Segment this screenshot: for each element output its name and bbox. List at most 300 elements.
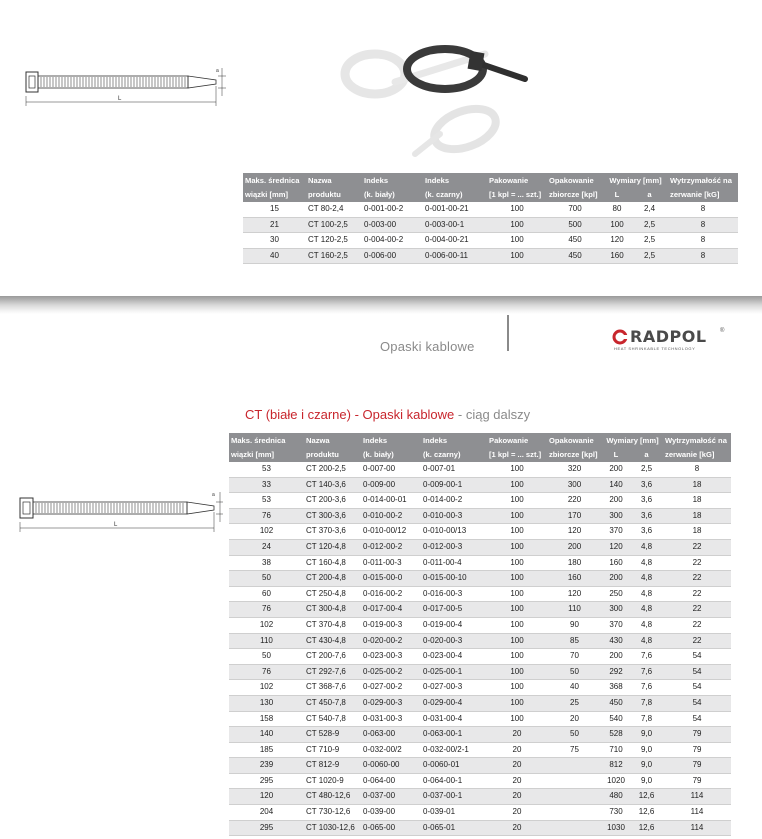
header-dim-a: a (630, 448, 663, 462)
header-index-black-2: (k. czarny) (421, 448, 487, 462)
table-row (229, 805, 731, 821)
table-cell: 320 (547, 462, 602, 477)
table-cell: 76 (229, 602, 304, 618)
table-cell: 185 (229, 742, 304, 758)
table-cell: 2,5 (631, 248, 668, 264)
table-cell: 53 (229, 493, 304, 509)
table-cell: 22 (663, 602, 731, 618)
table-cell: 21 (243, 217, 306, 233)
table-cell: CT 200-3,6 (304, 493, 361, 509)
table-cell: CT 120-4,8 (304, 539, 361, 555)
table-cell: 1030 (602, 820, 630, 836)
table-row (229, 571, 731, 587)
table-cell: CT 730-12,6 (304, 805, 361, 821)
table-cell: 79 (663, 758, 731, 774)
table-cell: 368 (602, 680, 630, 696)
table-cell: 0-003-00-1 (423, 217, 487, 233)
table-cell: CT 450-7,8 (304, 695, 361, 711)
table-cell (547, 805, 602, 821)
table-cell: CT 812-9 (304, 758, 361, 774)
table-cell: 20 (487, 727, 547, 743)
table-row (229, 493, 731, 509)
table-cell: 239 (229, 758, 304, 774)
table-cell: 2,5 (631, 233, 668, 249)
table-cell: 0-065-01 (421, 820, 487, 836)
table-cell: 0-009-00 (361, 477, 421, 493)
table-cell: 0-016-00-2 (361, 586, 421, 602)
table-cell: 300 (602, 508, 630, 524)
table-cell: 140 (602, 477, 630, 493)
table-cell: 7,8 (630, 711, 663, 727)
table-cell: 8 (668, 217, 738, 233)
table-row (229, 508, 731, 524)
table-cell: 370 (602, 524, 630, 540)
table-cell: 100 (487, 649, 547, 665)
table-cell: 100 (487, 477, 547, 493)
table-cell: 79 (663, 742, 731, 758)
table-cell: 114 (663, 820, 731, 836)
cable-ties-photo (335, 24, 555, 164)
table-cell: 120 (547, 586, 602, 602)
table-row (229, 742, 731, 758)
table-cell: 0-032-00/2 (361, 742, 421, 758)
header-dim-L: L (603, 188, 631, 202)
table-cell: 220 (547, 493, 602, 509)
header-diameter-1: Maks. średnica (229, 433, 304, 448)
table-cell: 30 (243, 233, 306, 249)
logo-mark-icon (612, 329, 628, 345)
table-cell: 0-001-00-2 (362, 202, 423, 217)
table-cell: 0-007-00 (361, 462, 421, 477)
table-cell: 40 (547, 680, 602, 696)
table-cell: 100 (487, 711, 547, 727)
table-cell: 18 (663, 493, 731, 509)
table-cell: 114 (663, 805, 731, 821)
table-row (229, 602, 731, 618)
section-separator (0, 296, 762, 314)
table-cell: 100 (603, 217, 631, 233)
table-cell: 75 (547, 742, 602, 758)
table-row (229, 758, 731, 774)
table-cell: 110 (547, 602, 602, 618)
table-cell: 528 (602, 727, 630, 743)
radpol-logo (612, 328, 724, 356)
table-cell: 4,8 (630, 555, 663, 571)
table-cell: 0-029-00-4 (421, 695, 487, 711)
header-name-1: Nazwa (304, 433, 361, 448)
table-cell (547, 820, 602, 836)
table-cell: 200 (602, 493, 630, 509)
header-strength-1: Wytrzymałość na (668, 173, 738, 188)
table-cell: 50 (547, 664, 602, 680)
table-cell: 7,6 (630, 680, 663, 696)
table-row (229, 711, 731, 727)
table-cell: 0-003-00 (362, 217, 423, 233)
table-cell: 0-027-00-3 (421, 680, 487, 696)
table-cell: 130 (229, 695, 304, 711)
table-cell: 0-027-00-2 (361, 680, 421, 696)
table-cell: CT 200-2,5 (304, 462, 361, 477)
table-cell: 450 (547, 233, 603, 249)
table-cell: 450 (547, 248, 603, 264)
header-index-white-2: (k. biały) (362, 188, 423, 202)
header-diameter-2: wiązki [mm] (229, 448, 304, 462)
table-cell: 0-015-00-0 (361, 571, 421, 587)
table-cell: 0-014-00-2 (421, 493, 487, 509)
table-cell: 4,8 (630, 586, 663, 602)
header-strength-1: Wytrzymałość na (663, 433, 731, 448)
table-cell: 370 (602, 617, 630, 633)
table-cell: CT 430-4,8 (304, 633, 361, 649)
table-cell: 0-010-00/12 (361, 524, 421, 540)
width-label: a (212, 492, 215, 498)
header-packing-1: Pakowanie (487, 433, 547, 448)
table-cell: 100 (487, 493, 547, 509)
table-cell: 450 (602, 695, 630, 711)
table-cell: 0-011-00-3 (361, 555, 421, 571)
table-cell: 79 (663, 773, 731, 789)
table-cell: 160 (602, 555, 630, 571)
table-row (229, 633, 731, 649)
table-cell: 0-017-00-4 (361, 602, 421, 618)
table-cell: CT 200-7,6 (304, 649, 361, 665)
table-cell: CT 160-2,5 (306, 248, 362, 264)
table-cell: 0-015-00-10 (421, 571, 487, 587)
table-row (243, 233, 738, 249)
table-cell: 18 (663, 524, 731, 540)
length-label: L (114, 522, 118, 528)
header-bulk-1: Opakowanie (547, 173, 603, 188)
table-cell: 15 (243, 202, 306, 217)
table-cell: 120 (547, 524, 602, 540)
table-heading (245, 407, 530, 422)
table-cell: 18 (663, 477, 731, 493)
table-cell: 100 (487, 664, 547, 680)
table-cell: 100 (487, 233, 547, 249)
table-cell: CT 540-7,8 (304, 711, 361, 727)
brand-mark: ® (720, 328, 725, 334)
table-cell: 200 (602, 571, 630, 587)
table-cell: 540 (602, 711, 630, 727)
table-row (229, 820, 731, 836)
table-cell: 0-031-00-4 (421, 711, 487, 727)
header-diameter-1: Maks. średnica (243, 173, 306, 188)
table-cell: 54 (663, 649, 731, 665)
table-cell: 8 (668, 233, 738, 249)
table-cell: 4,8 (630, 633, 663, 649)
heading-main: CT (białe i czarne) - Opaski kablowe (245, 407, 455, 422)
header-name-2: produktu (306, 188, 362, 202)
table-cell: CT 160-4,8 (304, 555, 361, 571)
table-cell: 18 (663, 508, 731, 524)
table-row (229, 555, 731, 571)
table-cell: 102 (229, 680, 304, 696)
table-cell: 3,6 (630, 508, 663, 524)
table-cell: 100 (487, 539, 547, 555)
table-cell: CT 120-2,5 (306, 233, 362, 249)
table-cell: 20 (487, 773, 547, 789)
table-cell: 300 (547, 477, 602, 493)
table-cell: 0-010-00-3 (421, 508, 487, 524)
table-cell: 120 (229, 789, 304, 805)
table-row (229, 477, 731, 493)
table-cell: 158 (229, 711, 304, 727)
table-cell: CT 292-7,6 (304, 664, 361, 680)
table-cell: 100 (487, 524, 547, 540)
table-cell: 0-007-01 (421, 462, 487, 477)
header-dims: Wymiary [mm] (602, 433, 663, 448)
table-cell: 20 (487, 758, 547, 774)
header-strength-2: zerwanie [kG] (663, 448, 731, 462)
table-cell: 0-032-00/2-1 (421, 742, 487, 758)
table-cell: 0-037-00-1 (421, 789, 487, 805)
header-diameter-2: wiązki [mm] (243, 188, 306, 202)
table-cell: 12,6 (630, 789, 663, 805)
table-cell: 100 (487, 680, 547, 696)
table-row (229, 649, 731, 665)
table-cell: 3,6 (630, 493, 663, 509)
table-cell: 100 (487, 633, 547, 649)
table-cell: 180 (547, 555, 602, 571)
table-cell: 100 (487, 248, 547, 264)
table-cell: 0-025-00-2 (361, 664, 421, 680)
table-cell: 0-064-00-1 (421, 773, 487, 789)
table-cell: 0-025-00-1 (421, 664, 487, 680)
table-cell: 12,6 (630, 820, 663, 836)
table-cell: 812 (602, 758, 630, 774)
table-cell: 0-020-00-3 (421, 633, 487, 649)
divider-line (507, 315, 509, 351)
table-cell: 0-006-00-11 (423, 248, 487, 264)
table-cell: 140 (229, 727, 304, 743)
table-cell: CT 140-3,6 (304, 477, 361, 493)
table-row (229, 695, 731, 711)
table-cell: 50 (229, 649, 304, 665)
table-cell: 0-065-00 (361, 820, 421, 836)
table-cell: 0-011-00-4 (421, 555, 487, 571)
table-cell: 0-031-00-3 (361, 711, 421, 727)
table-cell: 12,6 (630, 805, 663, 821)
table-cell: CT 80-2,4 (306, 202, 362, 217)
table-cell: 0-023-00-4 (421, 649, 487, 665)
table-cell: 0-014-00-01 (361, 493, 421, 509)
table-cell: 100 (487, 217, 547, 233)
spec-table-2 (229, 433, 731, 836)
table-row (229, 773, 731, 789)
table-cell: 0-004-00-2 (362, 233, 423, 249)
table-cell: 80 (603, 202, 631, 217)
header-bulk-1: Opakowanie (547, 433, 602, 448)
table-cell: 25 (547, 695, 602, 711)
table-cell: 0-016-00-3 (421, 586, 487, 602)
table-cell: 295 (229, 773, 304, 789)
table-cell: 114 (663, 789, 731, 805)
table-row (229, 664, 731, 680)
section-title: Opaski kablowe (380, 339, 475, 354)
table-cell: 0-039-01 (421, 805, 487, 821)
header-packing-2: [1 kpl = ... szt.] (487, 448, 547, 462)
table-cell: 0-019-00-4 (421, 617, 487, 633)
table-cell: 0-0060-01 (421, 758, 487, 774)
table-cell: 120 (602, 539, 630, 555)
header-index-black-2: (k. czarny) (423, 188, 487, 202)
table-cell: 38 (229, 555, 304, 571)
header-index-white-2: (k. biały) (361, 448, 421, 462)
table-cell: 0-037-00 (361, 789, 421, 805)
header-strength-2: zerwanie [kG] (668, 188, 738, 202)
header-index-black-1: Indeks (421, 433, 487, 448)
table-cell: 3,6 (630, 477, 663, 493)
table-cell: 100 (487, 462, 547, 477)
header-name-2: produktu (304, 448, 361, 462)
table-cell: 70 (547, 649, 602, 665)
table-cell: 480 (602, 789, 630, 805)
table-row (229, 539, 731, 555)
table-cell: CT 710-9 (304, 742, 361, 758)
table-cell: 20 (487, 742, 547, 758)
table-cell: CT 370-4,8 (304, 617, 361, 633)
table-cell: 500 (547, 217, 603, 233)
table-cell: 0-039-00 (361, 805, 421, 821)
spec-table-1 (243, 173, 738, 264)
table-cell: 2,4 (631, 202, 668, 217)
table-cell: 200 (602, 649, 630, 665)
brand-name: RADPOL (630, 327, 707, 346)
table-cell: 100 (487, 555, 547, 571)
table-cell: 100 (487, 695, 547, 711)
cable-tie-drawing-top (20, 62, 230, 112)
table-row (229, 617, 731, 633)
table-cell: 79 (663, 727, 731, 743)
table-cell: 7,6 (630, 664, 663, 680)
table-cell: 102 (229, 524, 304, 540)
table-row (229, 789, 731, 805)
table-cell: 85 (547, 633, 602, 649)
table-cell: 1020 (602, 773, 630, 789)
table-cell: 76 (229, 508, 304, 524)
table-cell: 0-020-00-2 (361, 633, 421, 649)
table-cell: 54 (663, 695, 731, 711)
table-cell: CT 100-2,5 (306, 217, 362, 233)
table-cell: 100 (487, 617, 547, 633)
table-cell: 120 (603, 233, 631, 249)
table-cell: 0-063-00 (361, 727, 421, 743)
header-index-black-1: Indeks (423, 173, 487, 188)
table-row (243, 248, 738, 264)
table-cell: CT 300-4,8 (304, 602, 361, 618)
table-row (229, 462, 731, 477)
table-cell (547, 773, 602, 789)
table-cell: 0-0060-00 (361, 758, 421, 774)
table-cell: CT 368-7,6 (304, 680, 361, 696)
table-cell: CT 1020-9 (304, 773, 361, 789)
length-label: L (118, 96, 122, 102)
table-cell: CT 370-3,6 (304, 524, 361, 540)
header-name-1: Nazwa (306, 173, 362, 188)
header-index-white-1: Indeks (361, 433, 421, 448)
header-dims: Wymiary [mm] (603, 173, 668, 188)
table-cell: 90 (547, 617, 602, 633)
table-cell: 33 (229, 477, 304, 493)
table-cell: 20 (487, 820, 547, 836)
header-bulk-2: zbiorcze [kpl] (547, 448, 602, 462)
table-cell: 60 (229, 586, 304, 602)
header-dim-L: L (602, 448, 630, 462)
table-cell: 0-023-00-3 (361, 649, 421, 665)
width-label: a (216, 68, 219, 74)
table-cell: 22 (663, 555, 731, 571)
table-cell: 204 (229, 805, 304, 821)
table-cell: 8 (668, 202, 738, 217)
table-cell: 76 (229, 664, 304, 680)
table-cell: 24 (229, 539, 304, 555)
table-cell: 0-004-00-21 (423, 233, 487, 249)
table-cell: 8 (663, 462, 731, 477)
table-cell: 2,5 (630, 462, 663, 477)
table-cell: 9,0 (630, 727, 663, 743)
table-cell: 4,8 (630, 571, 663, 587)
table-cell: CT 300-3,6 (304, 508, 361, 524)
table-cell (547, 758, 602, 774)
table-cell: 0-001-00-21 (423, 202, 487, 217)
table-cell: 0-010-00/13 (421, 524, 487, 540)
table-cell: 7,8 (630, 695, 663, 711)
header-index-white-1: Indeks (362, 173, 423, 188)
table-cell: 292 (602, 664, 630, 680)
table-cell: 22 (663, 617, 731, 633)
table-cell: 4,8 (630, 539, 663, 555)
table-cell: 54 (663, 711, 731, 727)
table-cell: 54 (663, 680, 731, 696)
table-cell: 700 (547, 202, 603, 217)
table-row (243, 217, 738, 233)
table-cell: 22 (663, 539, 731, 555)
table-cell: 170 (547, 508, 602, 524)
header-packing-1: Pakowanie (487, 173, 547, 188)
table-cell: 20 (487, 789, 547, 805)
table-cell: 54 (663, 664, 731, 680)
table-cell: 0-064-00 (361, 773, 421, 789)
table-cell: 9,0 (630, 773, 663, 789)
table-cell: 100 (487, 602, 547, 618)
table-cell: 0-010-00-2 (361, 508, 421, 524)
table-cell: 200 (547, 539, 602, 555)
table-cell: CT 200-4,8 (304, 571, 361, 587)
table-cell (547, 789, 602, 805)
table-cell: 9,0 (630, 742, 663, 758)
header-bulk-2: zbiorcze [kpl] (547, 188, 603, 202)
table-cell: 50 (547, 727, 602, 743)
table-cell: CT 528-9 (304, 727, 361, 743)
table-cell: 710 (602, 742, 630, 758)
table-cell: 160 (603, 248, 631, 264)
table-cell: 100 (487, 202, 547, 217)
table-row (229, 524, 731, 540)
table-cell: 0-012-00-3 (421, 539, 487, 555)
table-cell: 3,6 (630, 524, 663, 540)
table-cell: 200 (602, 462, 630, 477)
table-cell: 0-012-00-2 (361, 539, 421, 555)
table-cell: 0-017-00-5 (421, 602, 487, 618)
table-cell: 295 (229, 820, 304, 836)
table-cell: 102 (229, 617, 304, 633)
table-cell: 40 (243, 248, 306, 264)
table-row (229, 727, 731, 743)
table-cell: 0-029-00-3 (361, 695, 421, 711)
table-cell: 0-063-00-1 (421, 727, 487, 743)
cable-tie-drawing-bottom (14, 486, 224, 536)
table-cell: 4,8 (630, 602, 663, 618)
